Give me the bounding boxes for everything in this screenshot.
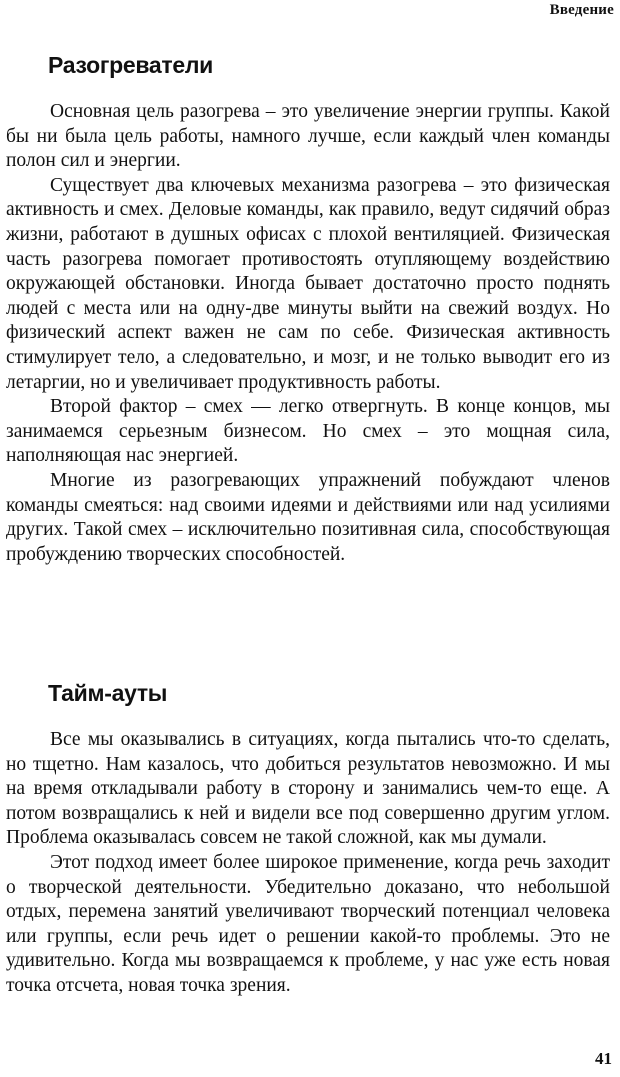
section-heading: Разогреватели — [48, 52, 213, 78]
paragraph: Многие из разогревающих упражнений побуждают членов команды смеяться: над своими идеями и действиями или над усилиями других. Такой смех – исключительно позитивная сила, способствующая пробуждению творческих способностей. — [6, 469, 610, 565]
paragraph: Все мы оказывались в ситуациях, когда пытались что-то сделать, но тщетно. Нам казалось, что добиться результатов невозможно. И мы на время откладывали работу в сторону и занимались чем-то еще. А потом возвращались к ней и видели все под совершенно другим углом. Проблема оказывалась совсем не такой сложной, как мы думали. — [6, 729, 610, 849]
section-heading: Тайм-ауты — [48, 680, 168, 706]
section-warmups — [6, 50, 610, 567]
section-timeouts — [6, 678, 610, 999]
paragraph: Этот подход имеет более широкое применение, когда речь заходит о творческой деятельности. Убедительно доказано, что небольшой отдых, перемена занятий увеличивают творческий потенциал человека или группы, если речь идет о решении какой-то проблемы. Это не удивительно. Когда мы возвращаемся к проблеме, у нас уже есть новая точка отсчета, новая точка зрения. — [6, 851, 610, 996]
paragraph: Существует два ключевых механизма разогрева – это физическая активность и смех. Деловые команды, как правило, ведут сидячий образ жизни, работают в душных офисах с плохой вентиляцией. Физическая часть разогрева помогает противостоять отупляющему воздействию окружающей обстановки. Иногда бывает достаточно просто поднять людей с места или на одну-две минуты выйти на свежий воздух. Но физический аспект важен не сам по себе. Физическая активность стимулирует тело, а следовательно, и мозг, и не только выводит его из летаргии, но и увеличивает продуктивность работы. — [6, 174, 610, 393]
paragraph: Второй фактор – смех — легко отвергнуть. В конце концов, мы занимаемся серьезным бизнесом. Но смех – это мощная сила, наполняющая нас энергией. — [6, 396, 610, 467]
paragraph: Основная цель разогрева – это увеличение энергии группы. Какой бы ни была цель работы, намного лучше, если каждый член команды полон сил и энергии. — [6, 101, 610, 172]
page-number: 41 — [595, 1049, 612, 1068]
running-head: Введение — [549, 2, 614, 18]
